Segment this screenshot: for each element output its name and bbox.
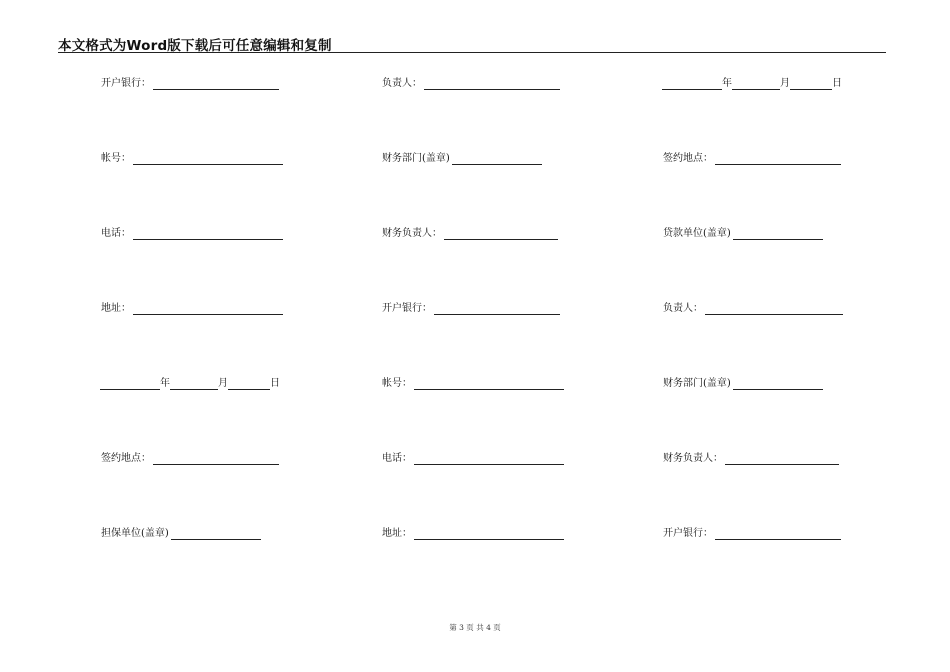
fill-line[interactable]: [715, 528, 841, 540]
field-finance-manager: [382, 228, 558, 240]
fill-line[interactable]: [715, 153, 841, 165]
year-label: 年: [160, 378, 170, 389]
form-row: [0, 303, 950, 319]
field-label: 财务部门(盖章): [382, 153, 450, 164]
fill-line[interactable]: [705, 303, 843, 315]
field-person-in-charge: [382, 78, 560, 90]
month-label: 月: [218, 378, 228, 389]
fill-line[interactable]: [153, 78, 279, 90]
fill-line[interactable]: [434, 303, 560, 315]
fill-line[interactable]: [171, 528, 261, 540]
fill-line[interactable]: [733, 378, 823, 390]
field-account: [101, 153, 283, 165]
field-label: 签约地点：: [663, 153, 713, 164]
form-row: [0, 378, 950, 394]
field-address: [382, 528, 564, 540]
fill-line[interactable]: [733, 228, 823, 240]
form-row: [0, 78, 950, 94]
field-lender-seal: [663, 228, 823, 240]
field-signing-place: [101, 453, 279, 465]
day-label: 日: [270, 378, 280, 389]
field-label: 开户银行：: [663, 528, 713, 539]
form-row: [0, 153, 950, 169]
field-date: [100, 378, 280, 390]
field-signing-place: [663, 153, 841, 165]
field-bank: [382, 303, 560, 315]
fill-line[interactable]: [444, 228, 558, 240]
year-line[interactable]: [662, 78, 722, 90]
month-label: 月: [780, 78, 790, 89]
field-label: 地址：: [101, 303, 131, 314]
fill-line[interactable]: [414, 378, 564, 390]
field-phone: [382, 453, 564, 465]
field-label: 担保单位(盖章): [101, 528, 169, 539]
field-label: 帐号：: [382, 378, 412, 389]
field-finance-dept-seal: [382, 153, 542, 165]
year-line[interactable]: [100, 378, 160, 390]
field-date: [662, 78, 842, 90]
form-row: [0, 453, 950, 469]
form-row: [0, 228, 950, 244]
day-line[interactable]: [790, 78, 832, 90]
form-row: [0, 528, 950, 544]
field-finance-dept-seal: [663, 378, 823, 390]
field-label: 财务负责人：: [663, 453, 723, 464]
field-label: 帐号：: [101, 153, 131, 164]
fill-line[interactable]: [414, 528, 564, 540]
fill-line[interactable]: [424, 78, 560, 90]
fill-line[interactable]: [725, 453, 839, 465]
fill-line[interactable]: [133, 228, 283, 240]
field-label: 开户银行：: [101, 78, 151, 89]
field-label: 财务部门(盖章): [663, 378, 731, 389]
fill-line[interactable]: [133, 153, 283, 165]
field-phone: [101, 228, 283, 240]
field-bank: [663, 528, 841, 540]
field-label: 电话：: [101, 228, 131, 239]
field-person-in-charge: [663, 303, 843, 315]
field-label: 财务负责人：: [382, 228, 442, 239]
field-label: 电话：: [382, 453, 412, 464]
field-address: [101, 303, 283, 315]
field-account: [382, 378, 564, 390]
fill-line[interactable]: [133, 303, 283, 315]
page-header: [58, 34, 886, 53]
field-label: 开户银行：: [382, 303, 432, 314]
field-label: 贷款单位(盖章): [663, 228, 731, 239]
field-label: 负责人：: [382, 78, 422, 89]
field-label: 负责人：: [663, 303, 703, 314]
day-line[interactable]: [228, 378, 270, 390]
day-label: 日: [832, 78, 842, 89]
page-footer: [0, 622, 950, 633]
field-label: 地址：: [382, 528, 412, 539]
fill-line[interactable]: [452, 153, 542, 165]
page-number: 第 3 页 共 4 页: [449, 623, 501, 632]
field-guarantor-seal: [101, 528, 261, 540]
fill-line[interactable]: [153, 453, 279, 465]
field-label: 签约地点：: [101, 453, 151, 464]
field-finance-manager: [663, 453, 839, 465]
month-line[interactable]: [732, 78, 780, 90]
year-label: 年: [722, 78, 732, 89]
field-bank: [101, 78, 279, 90]
fill-line[interactable]: [414, 453, 564, 465]
header-title: 本文格式为Word版下载后可任意编辑和复制: [58, 38, 332, 54]
month-line[interactable]: [170, 378, 218, 390]
